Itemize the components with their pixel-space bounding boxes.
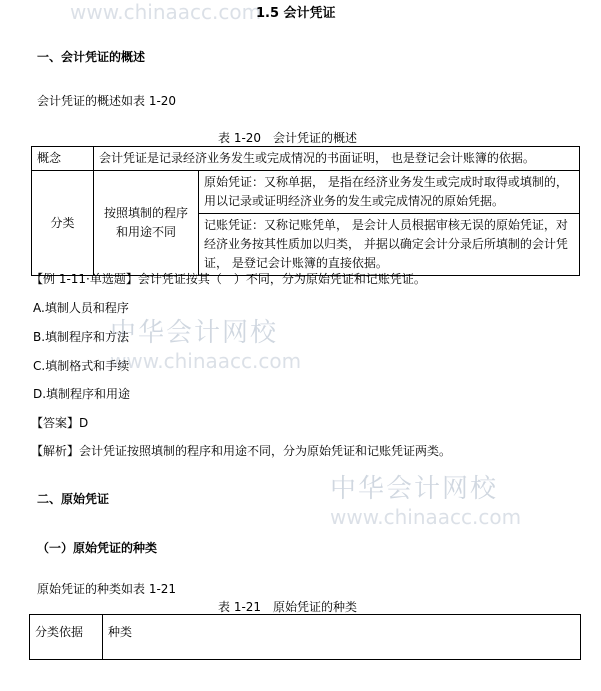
subsection-heading: （一）原始凭证的种类 xyxy=(37,541,158,555)
table-row xyxy=(30,615,581,660)
example-question: 【例 1-11·单选题】会计凭证按其（ ）不同，分为原始凭证和记账凭证。 xyxy=(31,272,426,286)
answer-text: 【答案】D xyxy=(31,416,89,430)
section-heading: 一、会计凭证的概述 xyxy=(37,50,146,64)
watermark-top xyxy=(70,0,261,24)
row-label-classification: 分类 xyxy=(32,171,94,276)
option-a: A.填制人员和程序 xyxy=(33,301,129,315)
analysis-text: 【解析】会计凭证按照填制的程序和用途不同，分为原始凭证和记账凭证两类。 xyxy=(31,444,452,458)
table-row xyxy=(32,171,580,214)
section-title: 1.5 会计凭证 xyxy=(256,6,336,21)
watermark-middle xyxy=(110,312,301,373)
watermark-text: 中华会计网校 xyxy=(330,474,499,504)
classification-basis: 按照填制的程序和用途不同 xyxy=(94,171,199,276)
table-caption: 表 1-21 原始凭证的种类 xyxy=(218,600,358,614)
watermark-lower xyxy=(330,468,521,529)
watermark-url: www.chinaacc.com xyxy=(330,505,522,529)
watermark-text: 中华会计网校 xyxy=(110,318,279,348)
column-header-types: 种类 xyxy=(103,615,581,660)
option-b: B.填制程序和方法 xyxy=(33,330,130,344)
table-caption: 表 1-20 会计凭证的概述 xyxy=(218,131,358,145)
recording-voucher-text: 记账凭证：又称记账凭单， 是会计人员根据审核无误的原始凭证，对经济业务按其性质加以归类， 并据以确定会计分录后所填制的会计凭证， 是登记会计账簿的直接依据。 xyxy=(199,214,580,276)
original-voucher-text: 原始凭证：又称单据， 是指在经济业务发生或完成时取得或填制的， 用以记录或证明经济业务的发生或完成情况的原始凭据。 xyxy=(199,171,580,214)
intro-text: 原始凭证的种类如表 1-21 xyxy=(37,582,177,596)
option-d: D.填制程序和用途 xyxy=(33,387,131,401)
intro-text: 会计凭证的概述如表 1-20 xyxy=(37,94,177,108)
watermark-url: www.chinaacc.com xyxy=(70,0,262,24)
voucher-overview-table xyxy=(31,146,580,276)
original-voucher-types-table xyxy=(29,614,581,660)
watermark-url: www.chinaacc.com xyxy=(110,349,302,373)
column-header-basis: 分类依据 xyxy=(30,615,103,660)
option-c: C.填制格式和手续 xyxy=(33,359,130,373)
section-heading: 二、原始凭证 xyxy=(37,492,110,506)
row-label-concept: 概念 xyxy=(32,147,94,171)
concept-text: 会计凭证是记录经济业务发生或完成情况的书面证明， 也是登记会计账簿的依据。 xyxy=(94,147,580,171)
table-row xyxy=(32,147,580,171)
